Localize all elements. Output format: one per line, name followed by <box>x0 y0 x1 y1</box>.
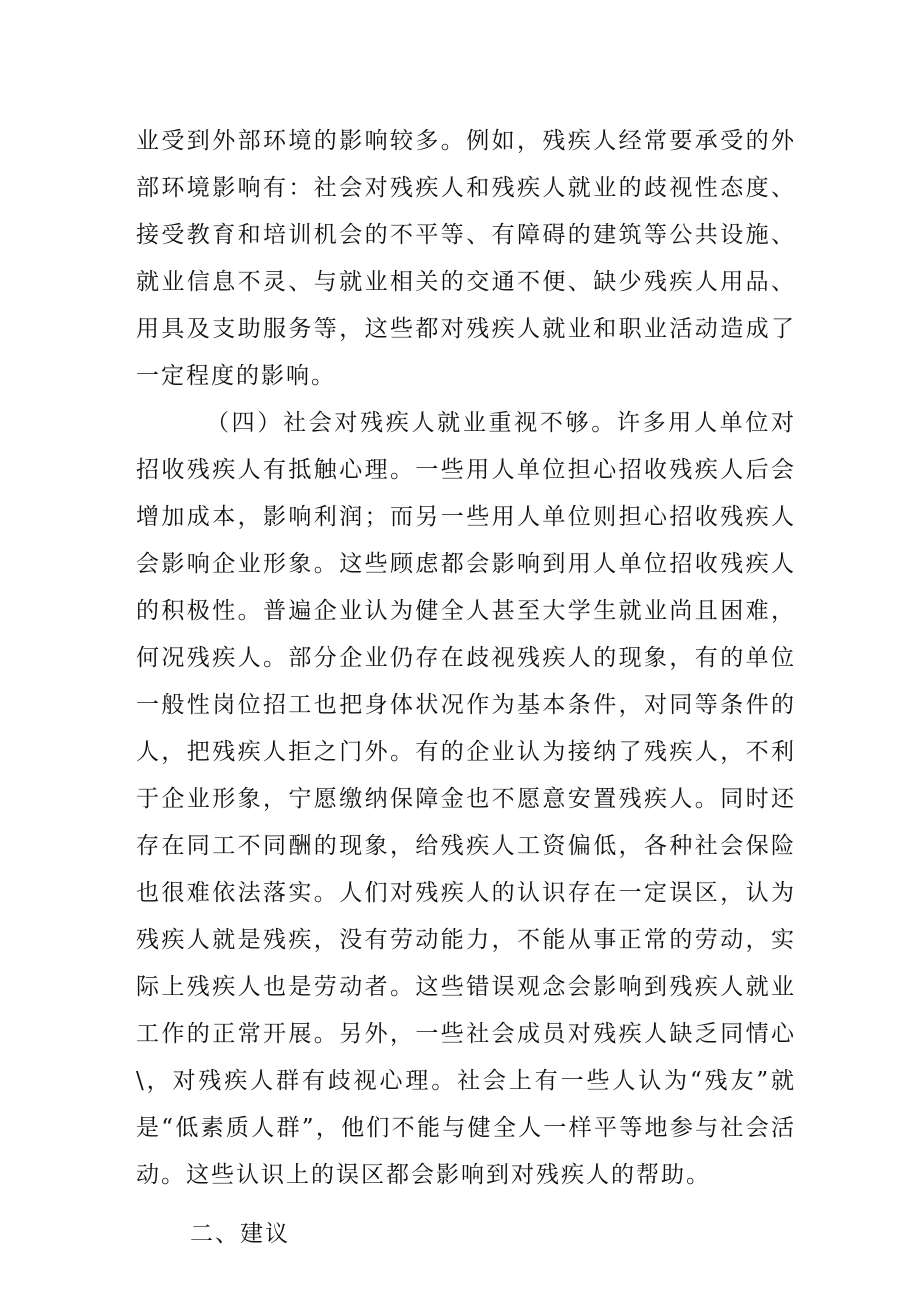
document-body <box>136 118 796 1258</box>
paragraph-external-environment: 业受到外部环境的影响较多。例如，残疾人经常要承受的外部环境影响有：社会对残疾人和残疾人就业的歧视性态度、接受教育和培训机会的不平等、有障碍的建筑等公共设施、就业信息不灵、与就业相关的交通不便、缺少残疾人用品、用具及支助服务等，这些都对残疾人就业和职业活动造成了一定程度的影响。 <box>136 128 796 389</box>
paragraph-social-attention: （四）社会对残疾人就业重视不够。许多用人单位对招收残疾人有抵触心理。一些用人单位担心招收残疾人后会增加成本，影响利润；而另一些用人单位则担心招收残疾人会影响企业形象。这些顾虑都会影响到用人单位招收残疾人的积极性。普遍企业认为健全人甚至大学生就业尚且困难，何况残疾人。部分企业仍存在歧视残疾人的现象，有的单位一般性岗位招工也把身体状况作为基本条件，对同等条件的人，把残疾人拒之门外。有的企业认为接纳了残疾人，不利于企业形象，宁愿缴纳保障金也不愿意安置残疾人。同时还存在同工不同酬的现象，给残疾人工资偏低，各种社会保险也很难依法落实。人们对残疾人的认识存在一定误区，认为残疾人就是残疾，没有劳动能力，不能从事正常的劳动，实际上残疾人也是劳动者。这些错误观念会影响到残疾人就业工作的正常开展。另外，一些社会成员对残疾人缺乏同情心\，对残疾人群有歧视心理。社会上有一些人认为“残友”就是“低素质人群”，他们不能与健全人一样平等地参与社会活动。这些认识上的误区都会影响到对残疾人的帮助。 <box>136 410 796 1188</box>
section-heading-suggestions: 二、建议 <box>190 1221 290 1247</box>
